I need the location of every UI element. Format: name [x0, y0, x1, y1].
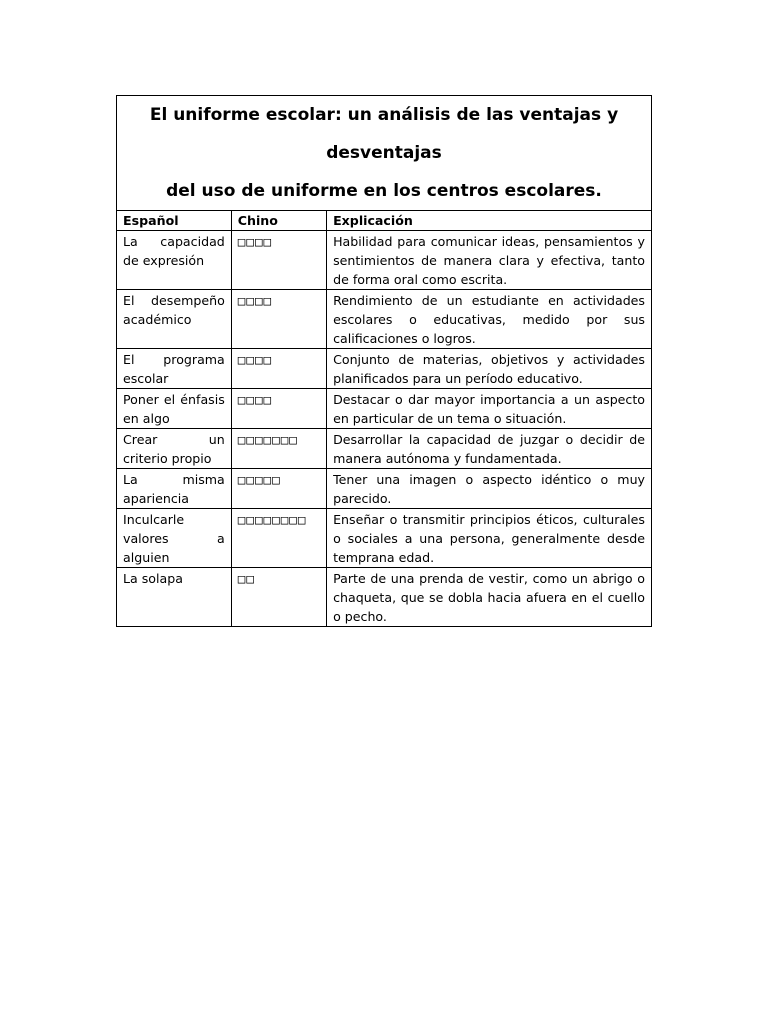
spanish-term: Crear un criterio propio — [117, 429, 232, 469]
chinese-term: □□□□ — [231, 349, 326, 389]
title-line-2: del uso de uniforme en los centros escolares. — [166, 181, 602, 201]
explanation-text: Desarrollar la capacidad de juzgar o decidir de manera autónoma y fundamentada. — [327, 429, 652, 469]
table-row — [117, 389, 652, 429]
chinese-term: □□□□□□□□ — [231, 509, 326, 568]
explanation-text: Enseñar o transmitir principios éticos, culturales o sociales a una persona, generalmente desde temprana edad. — [327, 509, 652, 568]
header-explanation: Explicación — [327, 211, 652, 231]
explanation-text: Tener una imagen o aspecto idéntico o muy parecido. — [327, 469, 652, 509]
spanish-term: Inculcarle valores a alguien — [117, 509, 232, 568]
chinese-term: □□□□ — [231, 231, 326, 290]
table-row — [117, 290, 652, 349]
chinese-term: □□□□□ — [231, 469, 326, 509]
header-spanish: Español — [117, 211, 232, 231]
vocabulary-table — [116, 95, 652, 627]
header-row — [117, 211, 652, 231]
header-chinese: Chino — [231, 211, 326, 231]
chinese-term: □□□□□□□ — [231, 429, 326, 469]
explanation-text: Rendimiento de un estudiante en actividades escolares o educativas, medido por sus calificaciones o logros. — [327, 290, 652, 349]
table-row — [117, 568, 652, 627]
title-line-1: El uniforme escolar: un análisis de las ventajas y desventajas — [149, 105, 619, 163]
spanish-term: La capacidad de expresión — [117, 231, 232, 290]
explanation-text: Conjunto de materias, objetivos y actividades planificados para un período educativo. — [327, 349, 652, 389]
chinese-term: □□□□ — [231, 389, 326, 429]
explanation-text: Habilidad para comunicar ideas, pensamientos y sentimientos de manera clara y efectiva, tanto de forma oral como escrita. — [327, 231, 652, 290]
table-row — [117, 349, 652, 389]
chinese-term: □□□□ — [231, 290, 326, 349]
table-row — [117, 231, 652, 290]
chinese-term: □□ — [231, 568, 326, 627]
table-row — [117, 429, 652, 469]
document-title — [117, 96, 652, 211]
spanish-term: La misma apariencia — [117, 469, 232, 509]
explanation-text: Parte de una prenda de vestir, como un abrigo o chaqueta, que se dobla hacia afuera en el cuello o pecho. — [327, 568, 652, 627]
explanation-text: Destacar o dar mayor importancia a un aspecto en particular de un tema o situación. — [327, 389, 652, 429]
spanish-term: Poner el énfasis en algo — [117, 389, 232, 429]
title-row — [117, 96, 652, 211]
table-row — [117, 509, 652, 568]
table-row — [117, 469, 652, 509]
spanish-term: La solapa — [117, 568, 232, 627]
spanish-term: El programa escolar — [117, 349, 232, 389]
spanish-term: El desempeño académico — [117, 290, 232, 349]
